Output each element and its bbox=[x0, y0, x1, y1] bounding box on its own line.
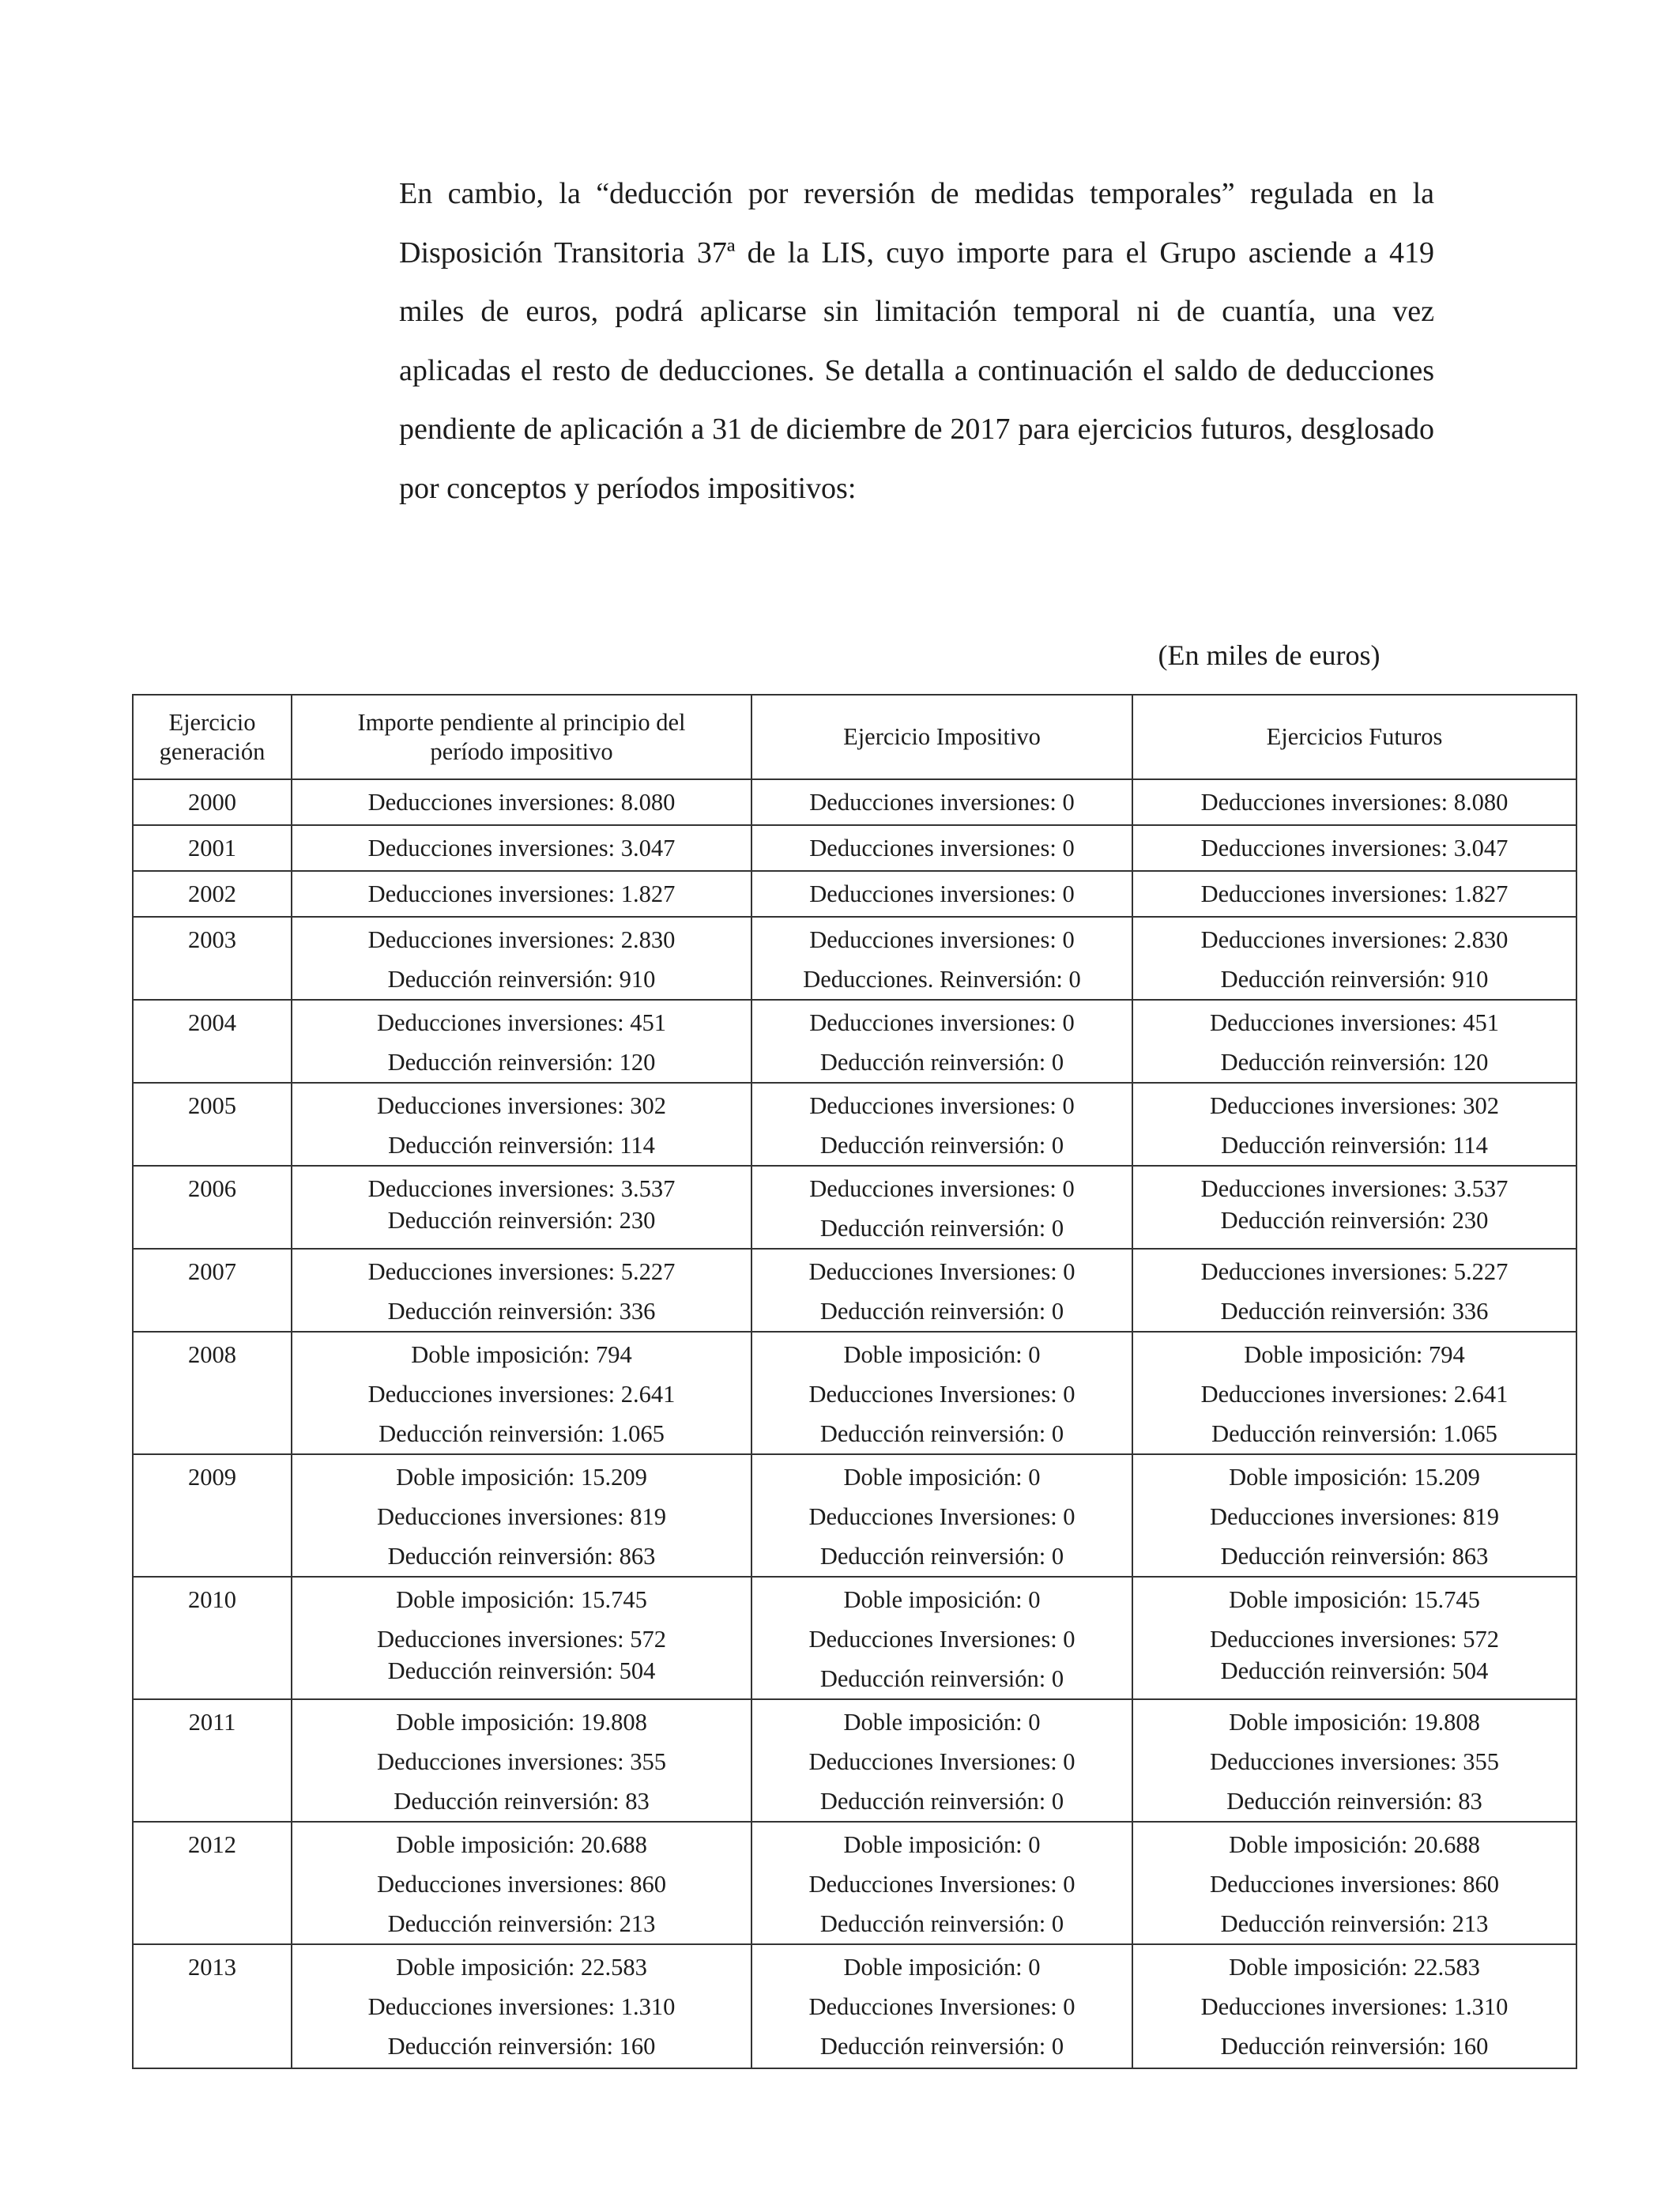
header-pending-line2: período impositivo bbox=[430, 737, 613, 765]
cell-current bbox=[751, 1454, 1132, 1577]
cell-future-line: Deducciones inversiones: 302 bbox=[1210, 1092, 1499, 1119]
table-row bbox=[133, 1454, 1576, 1577]
table-row bbox=[133, 1083, 1576, 1166]
cell-current bbox=[751, 1083, 1132, 1166]
cell-current-line: Deducciones inversiones: 0 bbox=[809, 880, 1075, 907]
cell-pending-line: Deducciones inversiones: 819 bbox=[377, 1503, 666, 1530]
cell-pending bbox=[292, 1944, 751, 2068]
cell-future-line: Deducción reinversión: 910 bbox=[1220, 966, 1489, 993]
cell-current-line: Doble imposición: 0 bbox=[843, 1831, 1041, 1858]
cell-pending-line: Deducción reinversión: 1.065 bbox=[379, 1420, 665, 1447]
cell-year: 2001 bbox=[133, 825, 292, 871]
cell-pending-line: Deducciones inversiones: 451 bbox=[377, 1009, 666, 1036]
cell-future bbox=[1132, 871, 1576, 917]
cell-current-line: Doble imposición: 0 bbox=[843, 1954, 1041, 1981]
cell-current-line: Deducciones inversiones: 0 bbox=[809, 1009, 1075, 1036]
cell-future bbox=[1132, 1000, 1576, 1083]
cell-future-line: Deducciones inversiones: 860 bbox=[1210, 1871, 1499, 1898]
cell-current-line: Deducción reinversión: 0 bbox=[819, 2033, 1064, 2060]
cell-future-line: Deducción reinversión: 114 bbox=[1221, 1132, 1488, 1159]
cell-future-line: Deducción reinversión: 230 bbox=[1220, 1207, 1489, 1234]
cell-pending-line: Deducción reinversión: 910 bbox=[387, 966, 656, 993]
cell-current-line: Doble imposición: 0 bbox=[843, 1586, 1041, 1613]
cell-pending-line: Deducción reinversión: 160 bbox=[387, 2033, 656, 2060]
cell-pending-line: Deducción reinversión: 83 bbox=[394, 1788, 650, 1815]
cell-future bbox=[1132, 1944, 1576, 2068]
cell-future bbox=[1132, 779, 1576, 825]
cell-current bbox=[751, 1249, 1132, 1332]
cell-current bbox=[751, 825, 1132, 871]
cell-pending-line: Deducciones inversiones: 2.641 bbox=[367, 1381, 676, 1408]
cell-pending bbox=[292, 1332, 751, 1454]
cell-future-line: Deducción reinversión: 120 bbox=[1220, 1049, 1489, 1076]
cell-pending-line: Deducción reinversión: 213 bbox=[387, 1910, 656, 1937]
cell-pending-line: Doble imposición: 15.209 bbox=[396, 1464, 647, 1491]
cell-year: 2011 bbox=[133, 1699, 292, 1822]
cell-current bbox=[751, 871, 1132, 917]
cell-future-line: Doble imposición: 20.688 bbox=[1229, 1831, 1480, 1858]
cell-pending-line: Doble imposición: 15.745 bbox=[396, 1586, 647, 1613]
cell-pending-line: Deducciones inversiones: 302 bbox=[377, 1092, 666, 1119]
cell-current bbox=[751, 1944, 1132, 2068]
cell-future-line: Deducción reinversión: 863 bbox=[1220, 1543, 1489, 1570]
header-current: Ejercicio Impositivo bbox=[751, 695, 1132, 779]
cell-future bbox=[1132, 1083, 1576, 1166]
cell-pending bbox=[292, 1083, 751, 1166]
cell-current-line: Deducciones Inversiones: 0 bbox=[808, 1748, 1075, 1775]
cell-pending bbox=[292, 779, 751, 825]
cell-current-line: Deducciones inversiones: 0 bbox=[809, 926, 1075, 953]
header-pending bbox=[292, 695, 751, 779]
cell-current-line: Deducción reinversión: 0 bbox=[819, 1215, 1064, 1242]
cell-year: 2008 bbox=[133, 1332, 292, 1454]
cell-pending bbox=[292, 1166, 751, 1249]
cell-future bbox=[1132, 1699, 1576, 1822]
cell-future-line: Deducción reinversión: 83 bbox=[1226, 1788, 1482, 1815]
table-row bbox=[133, 1249, 1576, 1332]
cell-future-line: Deducciones inversiones: 3.047 bbox=[1200, 835, 1509, 861]
table-row bbox=[133, 1577, 1576, 1699]
cell-current-line: Deducción reinversión: 0 bbox=[819, 1665, 1064, 1692]
cell-current-line: Deducción reinversión: 0 bbox=[819, 1420, 1064, 1447]
intro-paragraph: En cambio, la “deducción por reversión de medidas temporales” regulada en la Disposición Transitoria 37ª de la LIS, cuyo importe para el Grupo asciende a 419 miles de euros, podrá aplicarse sin limitación temporal ni de cuantía, una vez aplicadas el resto de deducciones. Se detalla a continuación el saldo de deducciones pendiente de aplicación a 31 de diciembre de 2017 para ejercicios futuros, desglosado por conceptos y períodos impositivos: bbox=[399, 177, 1434, 505]
cell-current bbox=[751, 1166, 1132, 1249]
cell-current-line: Deducción reinversión: 0 bbox=[819, 1049, 1064, 1076]
cell-future bbox=[1132, 1332, 1576, 1454]
cell-future-line: Deducción reinversión: 336 bbox=[1220, 1298, 1489, 1325]
cell-pending-line: Deducción reinversión: 120 bbox=[387, 1049, 656, 1076]
deductions-table bbox=[132, 694, 1577, 2069]
cell-year: 2009 bbox=[133, 1454, 292, 1577]
cell-future-line: Doble imposición: 15.209 bbox=[1229, 1464, 1480, 1491]
cell-pending-line: Doble imposición: 19.808 bbox=[396, 1709, 647, 1736]
cell-future-line: Deducciones inversiones: 572 bbox=[1210, 1626, 1499, 1653]
cell-current-line: Deducciones Inversiones: 0 bbox=[808, 1503, 1075, 1530]
cell-current-line: Deducción reinversión: 0 bbox=[819, 1543, 1064, 1570]
cell-pending bbox=[292, 1000, 751, 1083]
cell-current-line: Deducción reinversión: 0 bbox=[819, 1298, 1064, 1325]
cell-pending bbox=[292, 1822, 751, 1944]
cell-future bbox=[1132, 917, 1576, 1000]
cell-future-line: Deducciones inversiones: 8.080 bbox=[1200, 789, 1509, 816]
cell-pending-line: Deducciones inversiones: 572 bbox=[377, 1626, 666, 1653]
cell-pending-line: Deducciones inversiones: 3.537 bbox=[367, 1175, 676, 1202]
cell-current-line: Doble imposición: 0 bbox=[843, 1709, 1041, 1736]
cell-future bbox=[1132, 1577, 1576, 1699]
header-future: Ejercicios Futuros bbox=[1132, 695, 1576, 779]
table-row bbox=[133, 1822, 1576, 1944]
table-row bbox=[133, 917, 1576, 1000]
cell-pending bbox=[292, 1699, 751, 1822]
cell-year: 2000 bbox=[133, 779, 292, 825]
cell-year: 2007 bbox=[133, 1249, 292, 1332]
cell-pending-line: Deducción reinversión: 504 bbox=[387, 1657, 656, 1684]
cell-pending-line: Doble imposición: 22.583 bbox=[396, 1954, 647, 1981]
cell-future-line: Doble imposición: 19.808 bbox=[1229, 1709, 1480, 1736]
cell-current-line: Deducción reinversión: 0 bbox=[819, 1132, 1064, 1159]
table-row bbox=[133, 871, 1576, 917]
header-year-line1: Ejercicio bbox=[168, 708, 256, 736]
cell-current bbox=[751, 779, 1132, 825]
cell-current-line: Deducciones Inversiones: 0 bbox=[808, 1381, 1075, 1408]
cell-current-line: Deducciones inversiones: 0 bbox=[809, 1175, 1075, 1202]
cell-pending-line: Deducciones inversiones: 5.227 bbox=[367, 1258, 676, 1285]
cell-year: 2005 bbox=[133, 1083, 292, 1166]
table-row bbox=[133, 1166, 1576, 1249]
cell-future-line: Deducciones inversiones: 2.830 bbox=[1200, 926, 1509, 953]
table-row bbox=[133, 1944, 1576, 2068]
cell-current-line: Deducciones inversiones: 0 bbox=[809, 789, 1075, 816]
cell-future-line: Deducciones inversiones: 451 bbox=[1210, 1009, 1499, 1036]
cell-year: 2013 bbox=[133, 1944, 292, 2068]
cell-future bbox=[1132, 1822, 1576, 1944]
cell-current bbox=[751, 1000, 1132, 1083]
cell-pending-line: Doble imposición: 794 bbox=[411, 1341, 632, 1368]
cell-future-line: Deducciones inversiones: 819 bbox=[1210, 1503, 1499, 1530]
cell-future-line: Deducciones inversiones: 2.641 bbox=[1200, 1381, 1509, 1408]
cell-current-line: Deducciones Inversiones: 0 bbox=[808, 1258, 1075, 1285]
cell-current-line: Doble imposición: 0 bbox=[843, 1464, 1041, 1491]
cell-pending-line: Deducción reinversión: 336 bbox=[387, 1298, 656, 1325]
cell-future-line: Deducción reinversión: 1.065 bbox=[1211, 1420, 1497, 1447]
cell-future-line: Deducciones inversiones: 355 bbox=[1210, 1748, 1499, 1775]
cell-pending-line: Deducciones inversiones: 3.047 bbox=[367, 835, 676, 861]
cell-pending-line: Deducciones inversiones: 860 bbox=[377, 1871, 666, 1898]
cell-future bbox=[1132, 1249, 1576, 1332]
cell-future-line: Deducciones inversiones: 5.227 bbox=[1200, 1258, 1509, 1285]
cell-current-line: Doble imposición: 0 bbox=[843, 1341, 1041, 1368]
cell-pending-line: Deducciones inversiones: 2.830 bbox=[367, 926, 676, 953]
cell-future bbox=[1132, 1454, 1576, 1577]
header-year bbox=[133, 695, 292, 779]
cell-current-line: Deducciones Inversiones: 0 bbox=[808, 1993, 1075, 2020]
cell-year: 2002 bbox=[133, 871, 292, 917]
units-note: (En miles de euros) bbox=[1158, 639, 1381, 671]
cell-pending bbox=[292, 825, 751, 871]
cell-current-line: Deducciones. Reinversión: 0 bbox=[803, 966, 1081, 993]
cell-pending-line: Deducciones inversiones: 1.827 bbox=[367, 880, 676, 907]
cell-current bbox=[751, 1699, 1132, 1822]
cell-pending bbox=[292, 1249, 751, 1332]
cell-current-line: Deducción reinversión: 0 bbox=[819, 1788, 1064, 1815]
table-row bbox=[133, 1699, 1576, 1822]
table-row bbox=[133, 1000, 1576, 1083]
cell-future bbox=[1132, 1166, 1576, 1249]
table-header-row bbox=[133, 695, 1576, 779]
table-body bbox=[133, 779, 1576, 2068]
cell-future-line: Deducciones inversiones: 1.827 bbox=[1200, 880, 1509, 907]
cell-year: 2006 bbox=[133, 1166, 292, 1249]
cell-future-line: Doble imposición: 15.745 bbox=[1229, 1586, 1480, 1613]
table-row bbox=[133, 779, 1576, 825]
cell-future-line: Deducciones inversiones: 1.310 bbox=[1200, 1993, 1509, 2020]
cell-pending-line: Doble imposición: 20.688 bbox=[396, 1831, 647, 1858]
cell-current bbox=[751, 917, 1132, 1000]
cell-pending bbox=[292, 1577, 751, 1699]
cell-year: 2010 bbox=[133, 1577, 292, 1699]
cell-pending-line: Deducción reinversión: 114 bbox=[388, 1132, 655, 1159]
cell-future-line: Deducción reinversión: 504 bbox=[1220, 1657, 1489, 1684]
cell-future-line: Deducciones inversiones: 3.537 bbox=[1200, 1175, 1509, 1202]
cell-pending-line: Deducciones inversiones: 8.080 bbox=[367, 789, 676, 816]
cell-pending bbox=[292, 871, 751, 917]
header-pending-line1: Importe pendiente al principio del bbox=[357, 708, 686, 736]
cell-current bbox=[751, 1822, 1132, 1944]
cell-current-line: Deducciones Inversiones: 0 bbox=[808, 1871, 1075, 1898]
cell-current-line: Deducciones Inversiones: 0 bbox=[808, 1626, 1075, 1653]
cell-current bbox=[751, 1577, 1132, 1699]
cell-pending-line: Deducciones inversiones: 1.310 bbox=[367, 1993, 676, 2020]
cell-year: 2003 bbox=[133, 917, 292, 1000]
table-row bbox=[133, 1332, 1576, 1454]
cell-current-line: Deducción reinversión: 0 bbox=[819, 1910, 1064, 1937]
cell-future-line: Doble imposición: 794 bbox=[1244, 1341, 1465, 1368]
cell-pending-line: Deducciones inversiones: 355 bbox=[377, 1748, 666, 1775]
cell-future-line: Deducción reinversión: 213 bbox=[1220, 1910, 1489, 1937]
cell-year: 2012 bbox=[133, 1822, 292, 1944]
table-row bbox=[133, 825, 1576, 871]
cell-current-line: Deducciones inversiones: 0 bbox=[809, 1092, 1075, 1119]
cell-future-line: Deducción reinversión: 160 bbox=[1220, 2033, 1489, 2060]
cell-pending-line: Deducción reinversión: 863 bbox=[387, 1543, 656, 1570]
cell-pending bbox=[292, 1454, 751, 1577]
header-year-line2: generación bbox=[159, 737, 266, 765]
cell-future-line: Doble imposición: 22.583 bbox=[1229, 1954, 1480, 1981]
cell-future bbox=[1132, 825, 1576, 871]
cell-current-line: Deducciones inversiones: 0 bbox=[809, 835, 1075, 861]
cell-current bbox=[751, 1332, 1132, 1454]
cell-pending bbox=[292, 917, 751, 1000]
cell-pending-line: Deducción reinversión: 230 bbox=[387, 1207, 656, 1234]
cell-year: 2004 bbox=[133, 1000, 292, 1083]
